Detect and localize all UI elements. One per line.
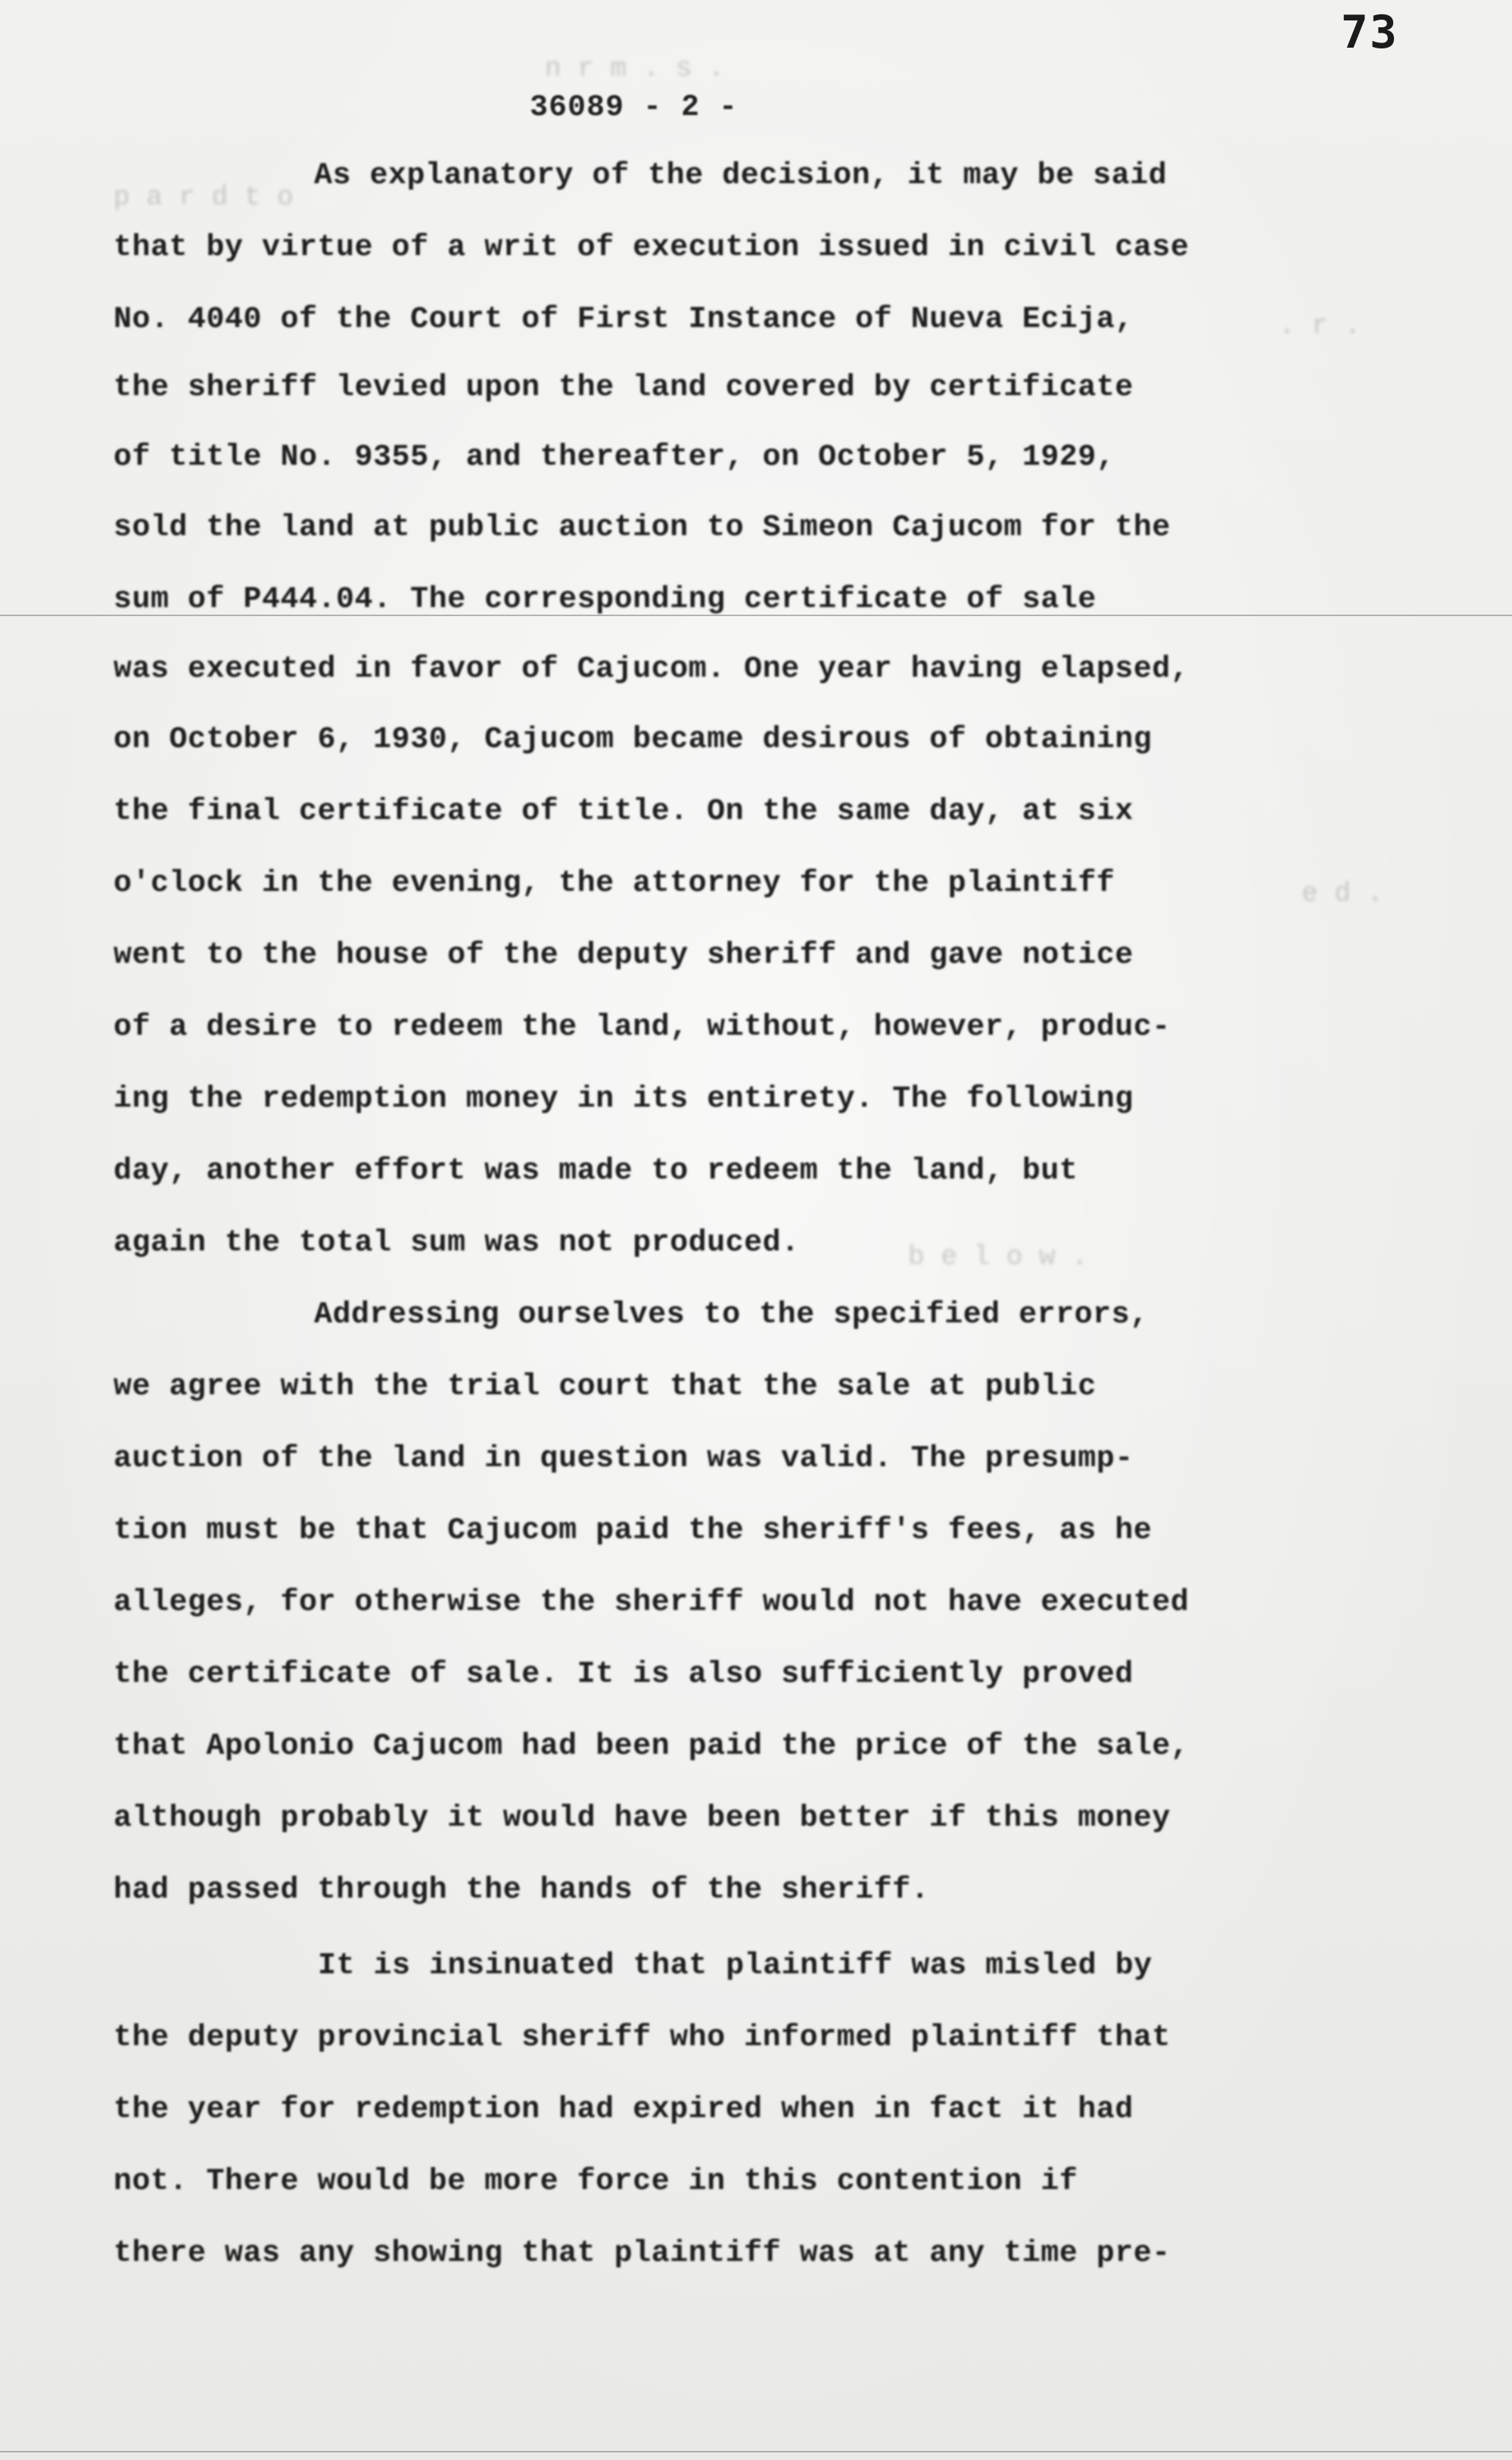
page-number: 73 <box>1340 6 1398 59</box>
paragraph-3-line: not. There would be more force in this contention if <box>114 2165 1078 2199</box>
scan-artifact-line <box>0 2451 1512 2452</box>
paragraph-2-line: the certificate of sale. It is also sufficiently proved <box>114 1658 1134 1692</box>
paragraph-1-line: sum of P444.04. The corresponding certificate of sale <box>114 583 1097 617</box>
paragraph-3-line: It is insinuated that plaintiff was misled by <box>318 1949 1153 1983</box>
paragraph-2-line: we agree with the trial court that the sale at public <box>114 1370 1097 1404</box>
paragraph-2-line: although probably it would have been better if this money <box>114 1801 1171 1836</box>
paragraph-1-line: of title No. 9355, and thereafter, on October 5, 1929, <box>114 441 1115 475</box>
paragraph-3-line: the year for redemption had expired when in fact it had <box>114 2093 1134 2127</box>
paragraph-1-line: again the total sum was not produced. <box>114 1226 800 1260</box>
paragraph-1-line: the sheriff levied upon the land covered by certificate <box>114 371 1134 405</box>
paragraph-2-line: Addressing ourselves to the specified errors, <box>314 1298 1149 1332</box>
paragraph-2-line: alleges, for otherwise the sheriff would not have executed <box>114 1586 1190 1620</box>
paragraph-1-line: of a desire to redeem the land, without, however, produc- <box>114 1010 1171 1045</box>
paragraph-1-line: the final certificate of title. On the same day, at six <box>114 795 1134 829</box>
paragraph-2-line: tion must be that Cajucom paid the sheriff's fees, as he <box>114 1514 1153 1548</box>
paragraph-1-line: was executed in favor of Cajucom. One year having elapsed, <box>114 652 1190 687</box>
paragraph-1-line: on October 6, 1930, Cajucom became desirous of obtaining <box>114 723 1153 757</box>
paragraph-1-line: o'clock in the evening, the attorney for the plaintiff <box>114 867 1115 901</box>
paragraph-1-line: that by virtue of a writ of execution issued in civil case <box>114 231 1190 265</box>
paragraph-2-line: auction of the land in question was valid. The presump- <box>114 1442 1134 1476</box>
paragraph-1-line: As explanatory of the decision, it may be said <box>314 159 1168 193</box>
bleed-through-text: . r . <box>1279 310 1361 341</box>
paragraph-1-line: ing the redemption money in its entirety. The following <box>114 1082 1134 1116</box>
page-header: 36089 - 2 - <box>530 91 739 125</box>
paragraph-3-line: there was any showing that plaintiff was at any time pre- <box>114 2237 1171 2271</box>
bleed-through-text: n r m . s . <box>545 53 725 84</box>
paragraph-2-line: had passed through the hands of the sheriff. <box>114 1873 930 1907</box>
bleed-through-text: b e l o w . <box>908 1241 1088 1272</box>
paragraph-1-line: No. 4040 of the Court of First Instance of Nueva Ecija, <box>114 303 1134 337</box>
paragraph-2-line: that Apolonio Cajucom had been paid the price of the sale, <box>114 1730 1190 1764</box>
bleed-through-text: p a r d t o <box>114 182 294 213</box>
paragraph-1-line: sold the land at public auction to Simeon Cajucom for the <box>114 511 1171 545</box>
paragraph-1-line: day, another effort was made to redeem the land, but <box>114 1154 1078 1188</box>
bleed-through-text: e d . <box>1302 878 1384 909</box>
paragraph-1-line: went to the house of the deputy sheriff and gave notice <box>114 939 1134 973</box>
paragraph-3-line: the deputy provincial sheriff who informed plaintiff that <box>114 2021 1171 2055</box>
